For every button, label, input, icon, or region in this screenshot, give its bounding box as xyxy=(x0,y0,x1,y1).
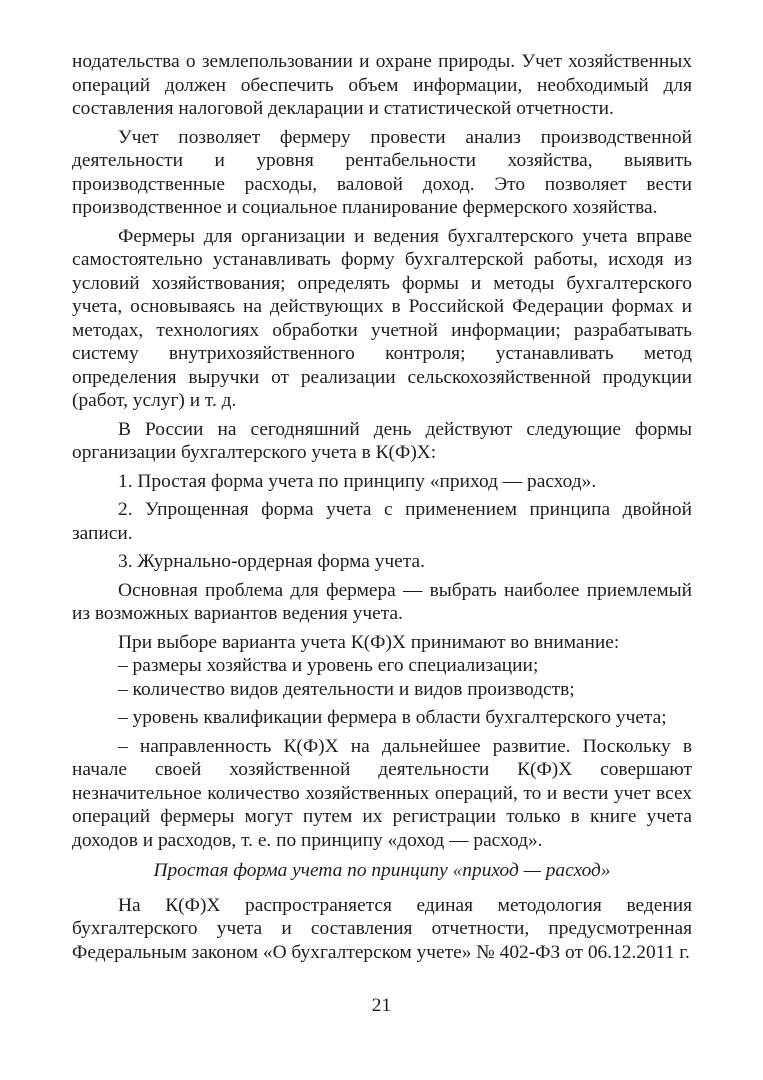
paragraph-main-problem: Основная проблема для фермера — выбрать наиболее приемлемый из возможных вариантов ведения учета. xyxy=(72,579,692,624)
paragraph-farmers-rights: Фермеры для организации и ведения бухгалтерского учета вправе самостоятельно устанавливать форму бухгалтерской работы, исходя из условий хозяйствования; определять формы и методы бухгалтерского учета, основываясь на действующих в Российской Федерации формах и методах, технологиях обработки учетной информации; разрабатывать систему внутрихозяйственного контроля; устанавливать метод определения выручки от реализации сельскохозяйственной продукции (работ, услуг) и т. д. xyxy=(72,225,692,411)
paragraph-criteria-intro: При выборе варианта учета К(Ф)Х принимают во внимание: xyxy=(118,631,620,653)
paragraph-continuation: нодательства о землепользовании и охране природы. Учет хозяйственных операций должен обеспечить объем информации, необходимый для составления налоговой декларации и статистической отчетности. xyxy=(72,51,692,119)
paragraph-methodology: На К(Ф)Х распространяется единая методология ведения бухгалтерского учета и составления отчетности, предусмотренная Федеральным законом «О бухгалтерском учете» № 402-ФЗ от 06.12.2011 г. xyxy=(72,894,692,963)
paragraph-forms-intro: В России на сегодняшний день действуют следующие формы организации бухгалтерского учета в К(Ф)Х: xyxy=(72,418,692,463)
list-item-criteria-activities: – количество видов деятельности и видов производств; xyxy=(118,678,575,700)
section-subheading: Простая форма учета по принципу «приход — расход» xyxy=(153,860,611,881)
page-body xyxy=(72,50,692,964)
list-item-criteria-size: – размеры хозяйства и уровень его специализации; xyxy=(118,655,539,676)
list-item-form-2: 2. Упрощенная форма учета с применением принципа двойной записи. xyxy=(72,499,692,544)
list-item-form-3: 3. Журнально-ордерная форма учета. xyxy=(118,551,425,572)
list-item-criteria-qualification: – уровень квалификации фермера в области бухгалтерского учета; xyxy=(118,707,667,728)
paragraph-analysis: Учет позволяет фермеру провести анализ производственной деятельности и уровня рентабельности хозяйства, выявить производственные расходы, валовой доход. Это позволяет вести производственное и социальное планирование фермерского хозяйства. xyxy=(72,126,692,218)
list-item-form-1: 1. Простая форма учета по принципу «приход — расход». xyxy=(118,470,597,492)
page-number: 21 xyxy=(371,995,392,1016)
list-item-criteria-development: – направленность К(Ф)Х на дальнейшее развитие. Поскольку в начале своей хозяйственной деятельности К(Ф)Х совершают незначительное количество хозяйственных операций, то и вести учет всех операций фермеры могут путем их регистрации только в книге учета доходов и расходов, т. е. по принципу «доход — расход». xyxy=(72,735,692,851)
